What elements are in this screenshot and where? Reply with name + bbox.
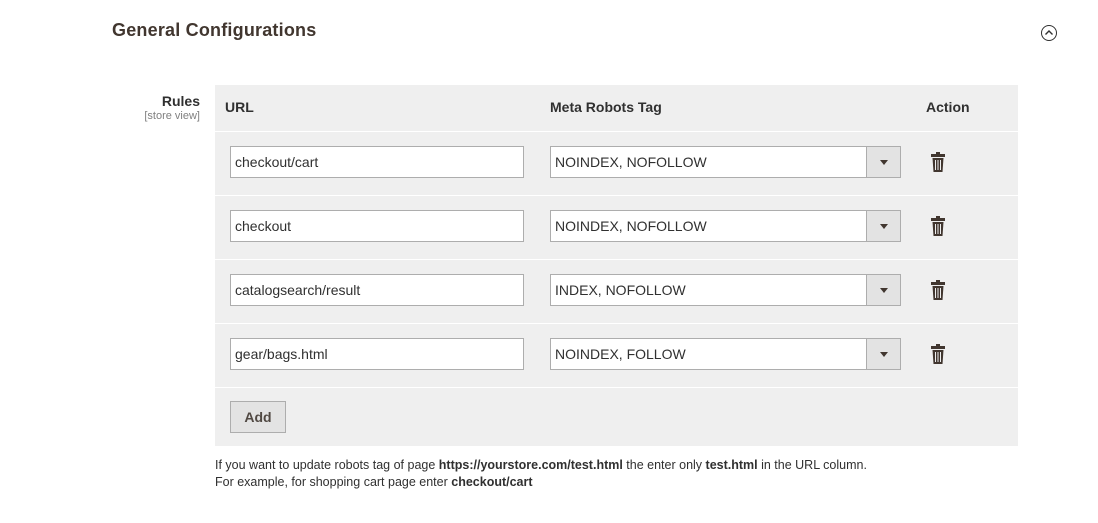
url-input[interactable] <box>230 274 524 306</box>
meta-robots-select[interactable] <box>550 146 901 178</box>
meta-robots-select[interactable] <box>550 274 901 306</box>
meta-robots-select[interactable] <box>550 210 901 242</box>
note-example-path: test.html <box>705 458 758 472</box>
trash-icon[interactable] <box>931 344 945 364</box>
column-header-url: URL <box>225 99 254 115</box>
rule-row <box>215 323 1018 387</box>
note-text: in the URL column. <box>757 458 867 472</box>
note-example-cart-path: checkout/cart <box>451 475 533 489</box>
rule-row <box>215 195 1018 259</box>
add-rule-button[interactable]: Add <box>230 401 286 433</box>
rule-row <box>215 131 1018 195</box>
note-example-url: https://yourstore.com/test.html <box>438 458 623 472</box>
trash-icon[interactable] <box>931 280 945 300</box>
trash-icon[interactable] <box>931 216 945 236</box>
meta-robots-selected-value: INDEX, NOFOLLOW <box>555 282 686 298</box>
column-header-action: Action <box>926 99 970 115</box>
rule-row <box>215 259 1018 323</box>
section-title: General Configurations <box>112 20 317 40</box>
meta-robots-selected-value: NOINDEX, NOFOLLOW <box>555 154 707 170</box>
dropdown-arrow-icon <box>866 147 900 177</box>
trash-icon[interactable] <box>931 152 945 172</box>
url-input[interactable] <box>230 210 524 242</box>
url-input[interactable] <box>230 146 524 178</box>
meta-robots-select[interactable] <box>550 338 901 370</box>
rules-field-label <box>144 93 200 122</box>
chevron-up-icon <box>1044 28 1054 38</box>
rules-label: Rules <box>161 93 200 109</box>
dropdown-arrow-icon <box>866 339 900 369</box>
note-line-2 <box>215 474 867 491</box>
note-text: For example, for shopping cart page enter <box>215 475 452 489</box>
column-header-meta-robots-tag: Meta Robots Tag <box>550 99 662 115</box>
note-line-1 <box>215 457 867 474</box>
rules-grid <box>215 85 1018 446</box>
scope-label: [store view] <box>144 110 200 122</box>
note-text: If you want to update robots tag of page <box>215 458 439 472</box>
meta-robots-selected-value: NOINDEX, NOFOLLOW <box>555 218 707 234</box>
dropdown-arrow-icon <box>866 275 900 305</box>
dropdown-arrow-icon <box>866 211 900 241</box>
note-text: the enter only <box>622 458 706 472</box>
collapse-section-button[interactable] <box>1041 25 1057 41</box>
url-input[interactable] <box>230 338 524 370</box>
field-note <box>215 457 867 491</box>
meta-robots-selected-value: NOINDEX, FOLLOW <box>555 346 686 362</box>
grid-header <box>215 85 1018 131</box>
grid-footer <box>215 387 1018 446</box>
